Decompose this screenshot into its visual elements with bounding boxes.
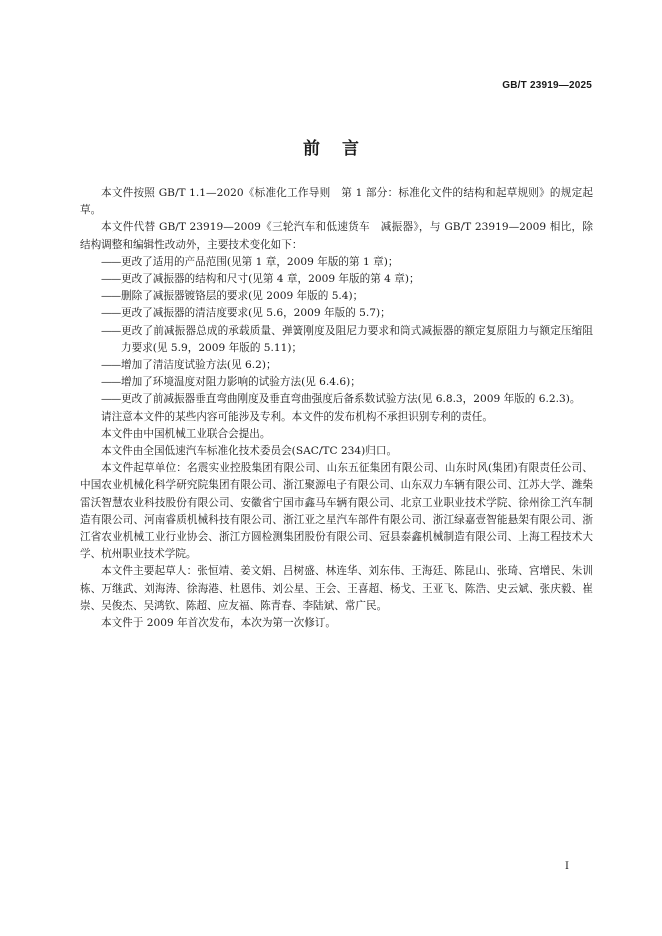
dash-marker: —— xyxy=(101,273,121,286)
change-item-text: 增加了环境温度对阻力影响的试验方法(见 6.4.6)； xyxy=(121,376,361,389)
paragraph-publication-history: 本文件于 2009 年首次发布，本次为第一次修订。 xyxy=(101,617,336,630)
change-item-text: 更改了减振器的结构和尺寸(见第 4 章，2009 年版的第 4 章)； xyxy=(121,273,420,286)
standard-number: GB/T 23919—2025 xyxy=(502,80,592,91)
change-item xyxy=(80,305,593,322)
change-item xyxy=(80,271,593,288)
dash-marker: —— xyxy=(101,393,121,406)
dash-marker: —— xyxy=(101,359,121,372)
page-title: 前言 xyxy=(303,139,381,159)
dash-marker: —— xyxy=(101,255,121,268)
paragraph-drafters: 本文件主要起草人：张恒靖、姜文娟、吕树盛、林连华、刘东伟、王海廷、陈昆山、张琦、宫增民、朱训栋、万继武、刘海涛、徐海港、杜恩伟、刘公星、王会、王喜超、杨戈、王亚飞、陈浩、史云斌、张庆毅、崔崇、吴俊杰、吴鸿钦、陈超、应友福、陈青春、李陆斌、常广民。 xyxy=(80,565,593,612)
change-item xyxy=(80,391,593,408)
change-item xyxy=(80,288,593,305)
change-item-text: 更改了减振器的清洁度要求(见 5.6，2009 年版的 5.7)； xyxy=(121,307,391,320)
dash-marker: —— xyxy=(101,376,121,389)
change-item-text: 更改了前减振器垂直弯曲刚度及垂直弯曲强度后备系数试验方法(见 6.8.3，2009 年版的 6.2.3)。 xyxy=(121,393,581,406)
paragraph-drafting-units: 本文件起草单位：名震实业控股集团有限公司、山东五征集团有限公司、山东时风(集团)有限责任公司、中国农业机械化科学研究院集团有限公司、浙江聚源电子有限公司、山东双力车辆有限公司、江苏大学、潍柴雷沃智慧农业科技股份有限公司、安徽省宁国市鑫马车辆有限公司、北京工业职业技术学院、徐州徐工汽车制造有限公司、河南睿质机械科技有限公司、浙江亚之星汽车部件有限公司、浙江绿嘉壹智能悬架有限公司、浙江省农业机械工业行业协会、浙江方圆检测集团股份有限公司、冠县泰鑫机械制造有限公司、上海工程技术大学、杭州职业技术学院。 xyxy=(80,462,593,561)
paragraph-patent-notice: 请注意本文件的某些内容可能涉及专利。本文件的发布机构不承担识别专利的责任。 xyxy=(101,410,493,423)
page-number: I xyxy=(565,861,569,872)
dash-marker: —— xyxy=(101,290,121,303)
change-item xyxy=(80,374,593,391)
dash-marker: —— xyxy=(101,324,121,337)
change-item-text: 更改了前减振器总成的承载质量、弹簧刚度及阻尼力要求和筒式减振器的额定复原阻力与额定压缩阻力要求(见 5.9，2009 年版的 5.11)； xyxy=(121,324,593,354)
change-item xyxy=(80,357,593,374)
paragraph-drafting-basis: 本文件按照 GB/T 1.1—2020《标准化工作导则 第 1 部分：标准化文件的结构和起草规则》的规定起草。 xyxy=(80,187,593,217)
paragraph-committee: 本文件由全国低速汽车标准化技术委员会(SAC/TC 234)归口。 xyxy=(101,445,398,458)
change-item-text: 增加了清洁度试验方法(见 6.2)； xyxy=(121,359,277,372)
foreword-body xyxy=(80,185,593,632)
paragraph-proposer: 本文件由中国机械工业联合会提出。 xyxy=(101,427,271,440)
change-item-text: 删除了减振器镀铬层的要求(见 2009 年版的 5.4)； xyxy=(121,290,364,303)
change-item-text: 更改了适用的产品范围(见第 1 章，2009 年版的第 1 章)； xyxy=(121,255,399,268)
change-item xyxy=(80,323,593,357)
dash-marker: —— xyxy=(101,307,121,320)
paragraph-replacement-note: 本文件代替 GB/T 23919—2009《三轮汽车和低速货车 减振器》，与 GB/T 23919—2009 相比，除结构调整和编辑性改动外，主要技术变化如下： xyxy=(80,221,593,251)
change-item xyxy=(80,254,593,271)
